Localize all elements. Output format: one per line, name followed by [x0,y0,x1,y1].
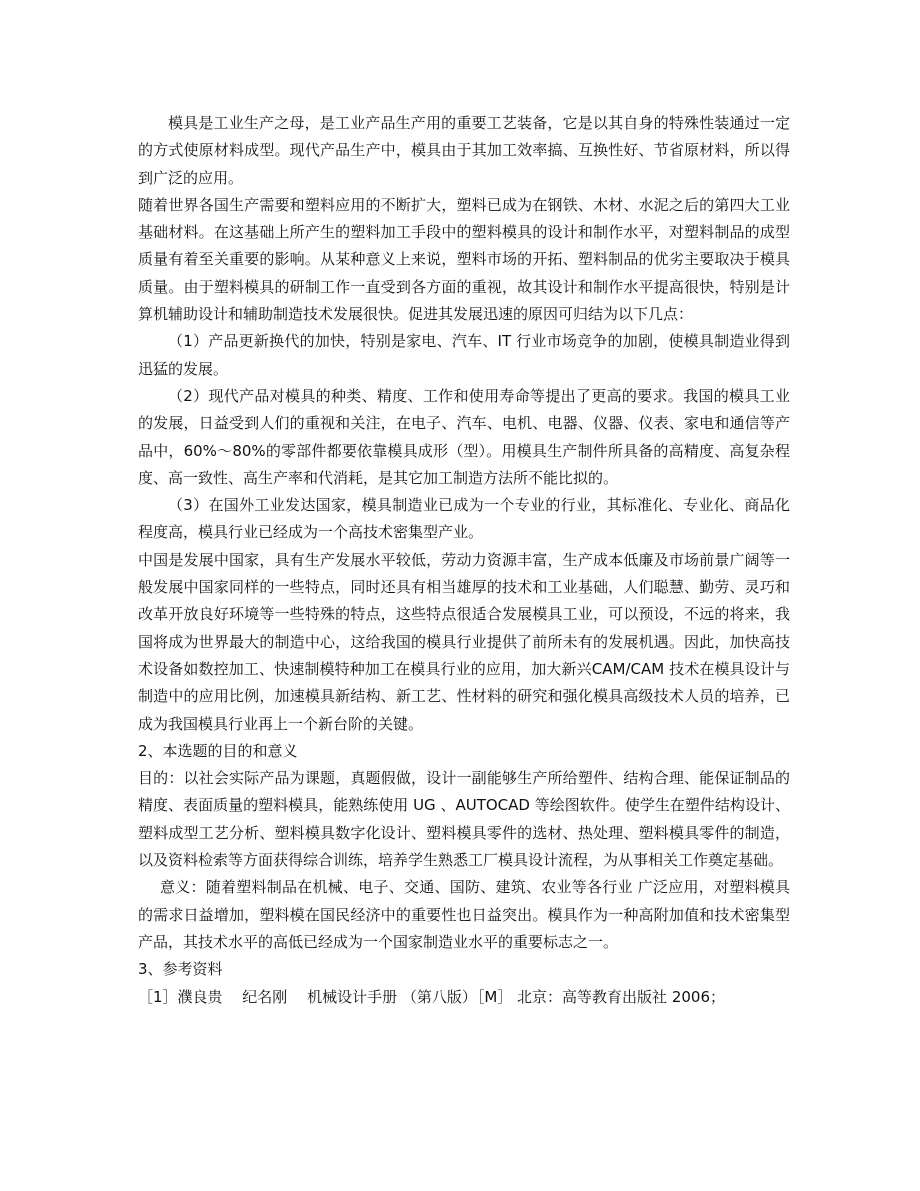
section-heading-references: 3、参考资料 [138,960,223,979]
paragraph-significance: 意义：随着塑料制品在机械、电子、交通、国防、建筑、农业等各行业 广泛应用，对塑料模具的需求日益增加，塑料模在国民经济中的重要性也日益突出。模具作为一种高附加值和技术密集型产品，其技术水平的高低已经成为一个国家制造业水平的重要标志之一。 [138,878,790,951]
reference-item: ［1］濮良贵 纪名刚 机械设计手册 （第八版）［M］ 北京：高等教育出版社 2006； [138,987,726,1006]
paragraph-point-2: （2）现代产品对模具的种类、精度、工作和使用寿命等提出了更高的要求。我国的模具工业的发展，日益受到人们的重视和关注，在电子、汽车、电机、电器、仪器、仪表、家电和通信等产品中，60%～80%的零部件都要依靠模具成形（型）。用模具生产制件所具备的高精度、高复杂程度、高一致性、高生产率和代消耗，是其它加工制造方法所不能比拟的。 [138,386,790,487]
paragraph-purpose: 目的：以社会实际产品为课题，真题假做，设计一副能够生产所给塑件、结构合理、能保证制品的精度、表面质量的塑料模具，能熟练使用 UG 、AUTOCAD 等绘图软件。使学生在塑件结构设计、塑料成型工艺分析、塑料模具数字化设计、塑料模具零件的选材、热处理、塑料模具零件的制造，以及资料检索等方面获得综合训练，培养学生熟悉工厂模具设计流程，为从事相关工作奠定基础。 [138,769,790,870]
document-body [138,110,790,1011]
paragraph-intro: 模具是工业生产之母，是工业产品生产用的重要工艺装备，它是以其自身的特殊性装通过一定的方式使原材料成型。现代产品生产中，模具由于其加工效率搞、互换性好、节省原材料，所以得到广泛的应用。 [138,114,790,187]
paragraph-plastics-background: 随着世界各国生产需要和塑料应用的不断扩大，塑料已成为在钢铁、木材、水泥之后的第四大工业基础材料。在这基础上所产生的塑料加工手段中的塑料模具的设计和制作水平，对塑料制品的成型质量有着至关重要的影响。从某种意义上来说，塑料市场的开拓、塑料制品的优劣主要取决于模具质量。由于塑料模具的研制工作一直受到各方面的重视，故其设计和制作水平提高很快，特别是计算机辅助设计和辅助制造技术发展很快。促进其发展迅速的原因可归结为以下几点： [138,195,790,324]
paragraph-point-3: （3）在国外工业发达国家，模具制造业已成为一个专业的行业，其标准化、专业化、商品化程度高，模具行业已经成为一个高技术密集型产业。 [138,496,790,542]
paragraph-china-development: 中国是发展中国家，具有生产发展水平较低，劳动力资源丰富，生产成本低廉及市场前景广阔等一般发展中国家同样的一些特点，同时还具有相当雄厚的技术和工业基础，人们聪慧、勤劳、灵巧和改革开放良好环境等一些特殊的特点，这些特点很适合发展模具工业，可以预设，不远的将来，我国将成为世界最大的制造中心，这给我国的模具行业提供了前所未有的发展机遇。因此，加快高技术设备如数控加工、快速制模特种加工在模具行业的应用，加大新兴CAM/CAM 技术在模具设计与制造中的应用比例，加速模具新结构、新工艺、性材料的研究和强化模具高级技术人员的培养，已成为我国模具行业再上一个新台阶的关键。 [138,550,790,733]
paragraph-point-1: （1）产品更新换代的加快，特别是家电、汽车、IT 行业市场竞争的加剧，使模具制造业得到迅猛的发展。 [138,332,790,378]
section-heading-purpose: 2、本选题的目的和意义 [138,741,298,760]
